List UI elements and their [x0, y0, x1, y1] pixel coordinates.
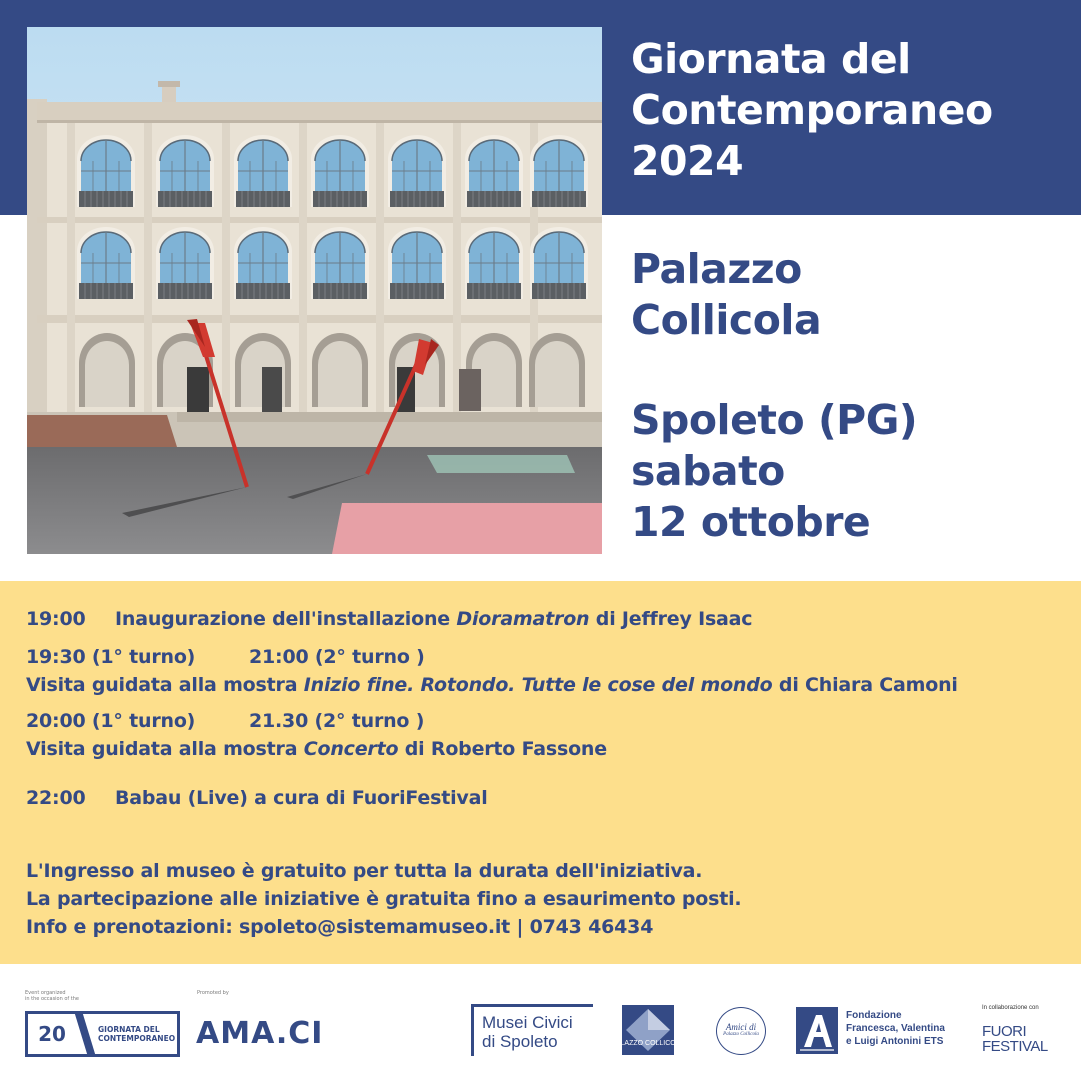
- palazzo-photo: [27, 27, 602, 554]
- schedule-title-italic: Inizio fine. Rotondo. Tutte le cose del mondo: [303, 674, 773, 696]
- fondazione-line: Fondazione: [846, 1010, 902, 1021]
- organized-label-line: in the occasion of the: [25, 996, 79, 1002]
- gdc-text-line: GIORNATA DEL: [98, 1025, 160, 1034]
- venue-line-1: Palazzo: [631, 245, 802, 293]
- title-year: 2024: [631, 137, 744, 185]
- promoted-label: Promoted by: [197, 990, 229, 996]
- fuori-line: FESTIVAL: [982, 1038, 1048, 1055]
- schedule-time: 19:00: [26, 608, 86, 630]
- schedule-row-2-text: [26, 673, 958, 698]
- musei-line: Musei Civici: [482, 1013, 573, 1032]
- fuori-line: FUORI: [982, 1023, 1027, 1040]
- venue-date: 12 ottobre: [631, 498, 871, 546]
- schedule-row-1: [26, 607, 752, 632]
- palazzo-logo-text: PALAZZO COLLICOLA: [611, 1040, 685, 1047]
- gdc-number: 20: [38, 1022, 66, 1046]
- fondazione-antonini-logo: [846, 1009, 945, 1048]
- schedule-time: 19:30 (1° turno): [26, 646, 196, 668]
- schedule-time: 21.30 (2° turno ): [249, 710, 425, 732]
- fondazione-line: e Luigi Antonini ETS: [846, 1036, 944, 1047]
- organized-label: [25, 990, 79, 1002]
- schedule-text: Visita guidata alla mostra: [26, 738, 304, 760]
- gdc-slash-icon: [74, 1011, 96, 1057]
- schedule-text: di Jeffrey Isaac: [589, 608, 753, 630]
- schedule-title-italic: Dioramatron: [456, 608, 590, 630]
- schedule-time: 20:00 (1° turno): [26, 710, 196, 732]
- info-line-1: L'Ingresso al museo è gratuito per tutta la durata dell'iniziativa.: [26, 860, 703, 882]
- gdc-text: [98, 1025, 175, 1043]
- palazzo-collicola-logo: [611, 1005, 685, 1055]
- schedule-text: Inaugurazione dell'installazione: [115, 608, 457, 630]
- schedule-text: Babau (Live) a cura di FuoriFestival: [115, 787, 488, 809]
- schedule-text: di Chiara Camoni: [772, 674, 958, 696]
- ama-logo: AMA.CI: [196, 1016, 324, 1051]
- info-line-2: La partecipazione alle iniziative è gratuita fino a esaurimento posti.: [26, 888, 742, 910]
- venue-day: sabato: [631, 447, 785, 495]
- schedule-row-2-times: [26, 645, 425, 670]
- venue-city: Spoleto (PG): [631, 396, 918, 444]
- musei-civici-logo: [471, 1004, 593, 1056]
- amici-line: Amici di: [725, 1022, 757, 1032]
- musei-line: di Spoleto: [482, 1032, 558, 1051]
- schedule-row-4: [26, 786, 488, 811]
- fuori-festival-logo: [982, 1024, 1048, 1054]
- amici-palazzo-logo: [716, 1007, 766, 1055]
- event-title: [631, 34, 1061, 187]
- venue-info: [631, 244, 1061, 548]
- fondazione-antonini-mark-icon: [796, 1007, 838, 1054]
- schedule-time: 22:00: [26, 787, 86, 809]
- schedule-row-3-times: [26, 709, 424, 734]
- fondazione-line: Francesca, Valentina: [846, 1023, 945, 1034]
- amici-line: Palazzo Collicola: [723, 1032, 759, 1037]
- venue-line-2: Collicola: [631, 296, 822, 344]
- schedule-title-italic: Concerto: [303, 738, 399, 760]
- schedule-text: Visita guidata alla mostra: [26, 674, 304, 696]
- gdc-text-line: CONTEMPORANEO: [98, 1034, 176, 1043]
- organized-label-line: Event organized: [25, 990, 66, 996]
- title-line-2: Contemporaneo: [631, 86, 993, 134]
- schedule-text: di Roberto Fassone: [398, 738, 607, 760]
- title-line-1: Giornata del: [631, 35, 911, 83]
- collab-label: In collaborazione con: [982, 1005, 1039, 1011]
- schedule-row-3-text: [26, 737, 607, 762]
- schedule-time: 21:00 (2° turno ): [249, 646, 425, 668]
- giornata-contemporaneo-logo: [25, 1011, 180, 1057]
- info-contacts: Info e prenotazioni: spoleto@sistemamuseo.it | 0743 46434: [26, 916, 654, 938]
